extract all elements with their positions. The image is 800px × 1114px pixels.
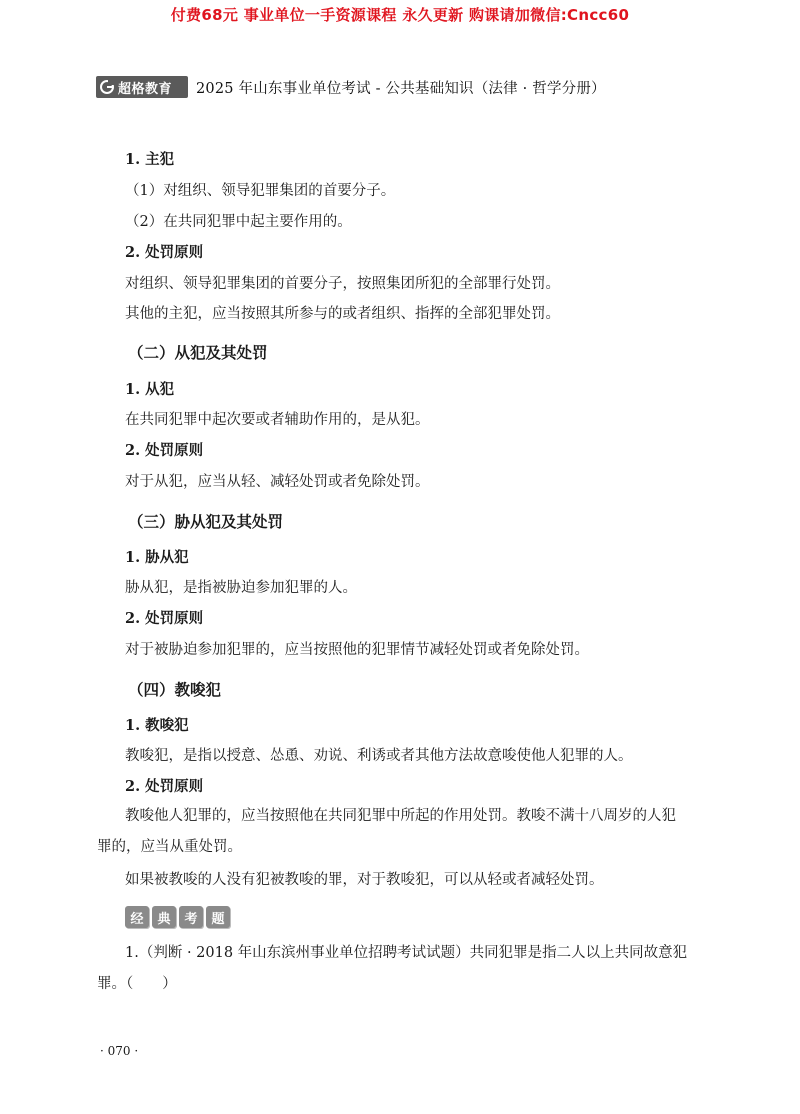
section-heading-instigator: （四）教唆犯	[128, 680, 222, 699]
subheading-coerced: 1. 胁从犯	[125, 549, 189, 566]
paragraph: 胁从犯，是指被胁迫参加犯罪的人。	[125, 580, 357, 596]
paragraph: （1）对组织、领导犯罪集团的首要分子。	[125, 183, 396, 199]
logo-text: 超格教育	[118, 81, 173, 97]
section-heading-accessory: （二）从犯及其处罚	[128, 343, 268, 362]
paragraph: （2）在共同犯罪中起主要作用的。	[125, 214, 352, 230]
paragraph: 其他的主犯，应当按照其所参与的或者组织、指挥的全部犯罪处罚。	[125, 306, 560, 322]
paragraph: 对于从犯，应当从轻、减轻处罚或者免除处罚。	[125, 474, 430, 490]
exam-question: 1.（判断 · 2018 年山东滨州事业单位招聘考试试题）共同犯罪是指二人以上共同故意犯罪。（ ）	[97, 945, 688, 992]
paragraph: 对组织、领导犯罪集团的首要分子，按照集团所犯的全部罪行处罚。	[125, 276, 560, 292]
subheading-principal: 1. 主犯	[125, 151, 175, 168]
paragraph: 教唆犯，是指以授意、怂恿、劝说、利诱或者其他方法故意唆使他人犯罪的人。	[125, 748, 633, 764]
logo-g-icon	[100, 80, 114, 94]
subheading-penalty: 2. 处罚原则	[125, 442, 204, 459]
subheading-penalty: 2. 处罚原则	[125, 244, 204, 261]
badge-char: 经	[125, 906, 149, 928]
paragraph: 对于被胁迫参加犯罪的，应当按照他的犯罪情节减轻处罚或者免除处罚。	[125, 642, 589, 658]
brand-logo	[96, 76, 188, 98]
page-number: · 070 ·	[100, 1044, 139, 1058]
classic-questions-badge	[125, 906, 230, 928]
subheading-accessory: 1. 从犯	[125, 381, 175, 398]
subheading-penalty: 2. 处罚原则	[125, 778, 204, 795]
subheading-instigator: 1. 教唆犯	[125, 717, 189, 734]
paragraph: 教唆他人犯罪的，应当按照他在共同犯罪中所起的作用处罚。教唆不满十八周岁的人犯罪的，应当从重处罚。	[97, 808, 676, 855]
paragraph: 如果被教唆的人没有犯被教唆的罪，对于教唆犯，可以从轻或者减轻处罚。	[125, 872, 604, 888]
page-header	[96, 76, 606, 98]
section-heading-coerced: （三）胁从犯及其处罚	[128, 512, 284, 531]
badge-char: 考	[179, 906, 203, 928]
watermark-banner: 付费68元 事业单位一手资源课程 永久更新 购课请加微信:Cncc60	[170, 6, 630, 24]
subheading-penalty: 2. 处罚原则	[125, 610, 204, 627]
badge-char: 题	[206, 906, 230, 928]
badge-char: 典	[152, 906, 176, 928]
page-title: 2025 年山东事业单位考试 - 公共基础知识（法律 · 哲学分册）	[196, 80, 606, 97]
paragraph: 在共同犯罪中起次要或者辅助作用的，是从犯。	[125, 412, 430, 428]
